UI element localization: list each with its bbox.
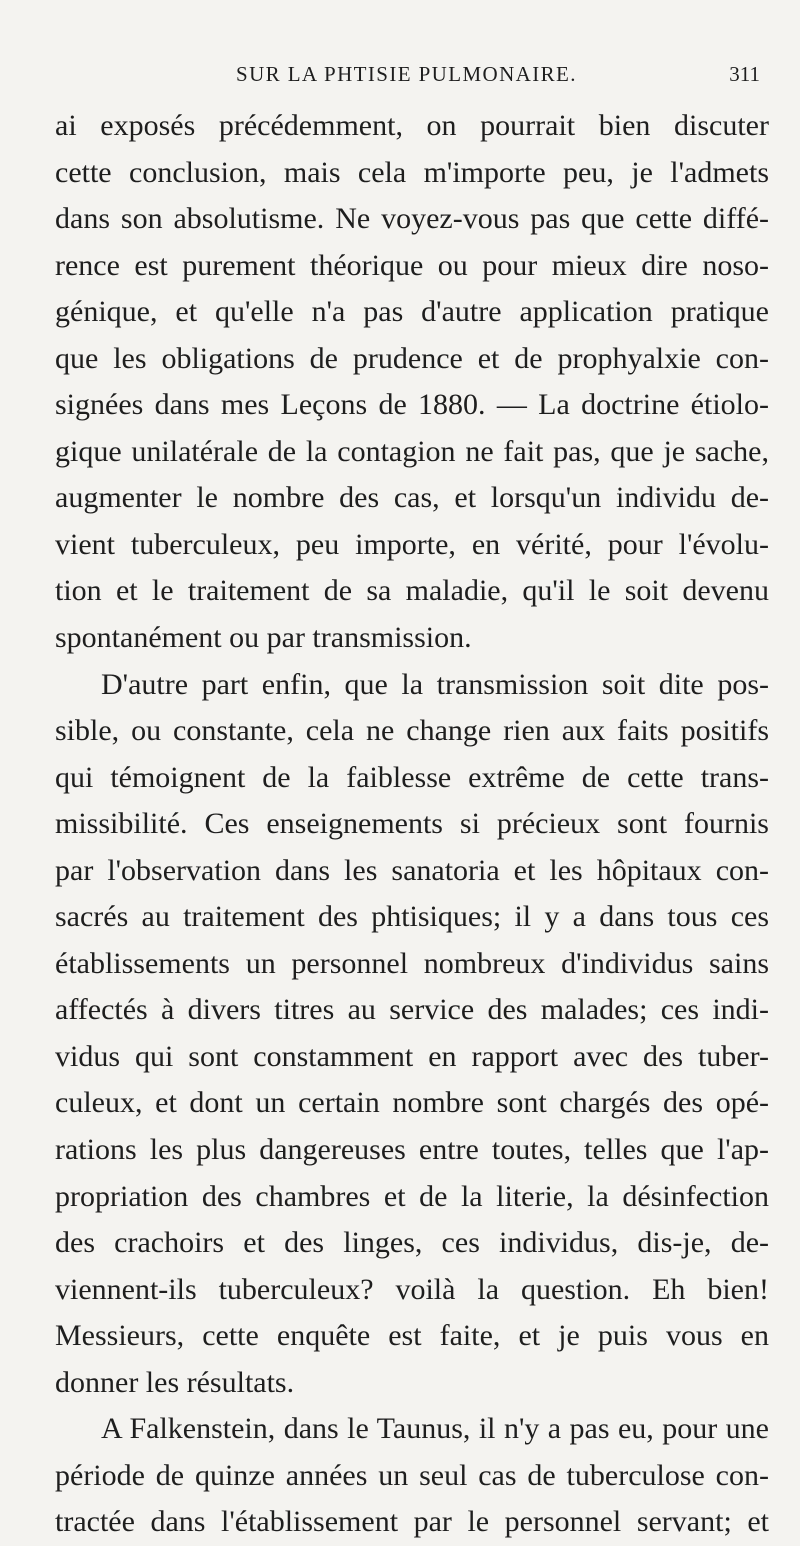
body-text: [55, 103, 769, 1546]
text-line: des crachoirs et des linges, ces individus, dis-je, de-: [55, 1226, 769, 1260]
text-line: signées dans mes Leçons de 1880. — La doctrine étiolo-: [55, 388, 769, 422]
paragraph-start-line: D'autre part enfin, que la transmission soit dite pos-: [101, 667, 769, 701]
text-line: vidus qui sont constamment en rapport avec des tuber-: [55, 1039, 769, 1073]
text-line: donner les résultats.: [55, 1365, 295, 1399]
paragraph-start-line: A Falkenstein, dans le Taunus, il n'y a pas eu, pour une: [101, 1412, 769, 1446]
text-line: rations les plus dangereuses entre toutes, telles que l'ap-: [55, 1133, 769, 1167]
text-line: sible, ou constante, cela ne change rien aux faits positifs: [55, 714, 769, 748]
text-line: par l'observation dans les sanatoria et les hôpitaux con-: [55, 853, 769, 887]
text-line: qui témoignent de la faiblesse extrême de cette trans-: [55, 760, 769, 794]
text-line: période de quinze années un seul cas de tuberculose con-: [55, 1458, 769, 1492]
text-line: augmenter le nombre des cas, et lorsqu'un individu de-: [55, 481, 769, 515]
text-line: que les obligations de prudence et de prophyalxie con-: [55, 341, 769, 375]
text-line: rence est purement théorique ou pour mieux dire noso-: [55, 248, 769, 282]
text-line: affectés à divers titres au service des malades; ces indi-: [55, 993, 769, 1027]
running-head: [0, 62, 800, 90]
text-line: ai exposés précédemment, on pourrait bien discuter: [55, 109, 769, 142]
text-line: propriation des chambres et de la literie, la désinfection: [55, 1179, 769, 1213]
text-line: viennent-ils tuberculeux? voilà la question. Eh bien!: [55, 1272, 769, 1306]
text-line: missibilité. Ces enseignements si précieux sont fournis: [55, 807, 769, 841]
text-line: spontanément ou par transmission.: [55, 621, 472, 655]
text-line: culeux, et dont un certain nombre sont chargés des opé-: [55, 1086, 769, 1120]
text-line: sacrés au traitement des phtisiques; il y a dans tous ces: [55, 900, 769, 934]
text-line: cette conclusion, mais cela m'importe peu, je l'admets: [55, 155, 769, 189]
text-line: vient tuberculeux, peu importe, en vérité, pour l'évolu-: [55, 527, 769, 561]
text-line: gique unilatérale de la contagion ne fait pas, que je sache,: [55, 434, 769, 468]
text-line: Messieurs, cette enquête est faite, et je puis vous en: [55, 1319, 769, 1353]
text-line: établissements un personnel nombreux d'individus sains: [55, 946, 769, 980]
page-number: 311: [729, 62, 760, 86]
text-line: génique, et qu'elle n'a pas d'autre application pratique: [55, 295, 769, 329]
running-title: SUR LA PHTISIE PULMONAIRE.: [236, 62, 577, 86]
text-line: tractée dans l'établissement par le personnel servant; et: [55, 1505, 769, 1539]
text-line: dans son absolutisme. Ne voyez-vous pas que cette diffé-: [55, 202, 769, 236]
text-line: tion et le traitement de sa maladie, qu'il le soit devenu: [55, 574, 769, 608]
